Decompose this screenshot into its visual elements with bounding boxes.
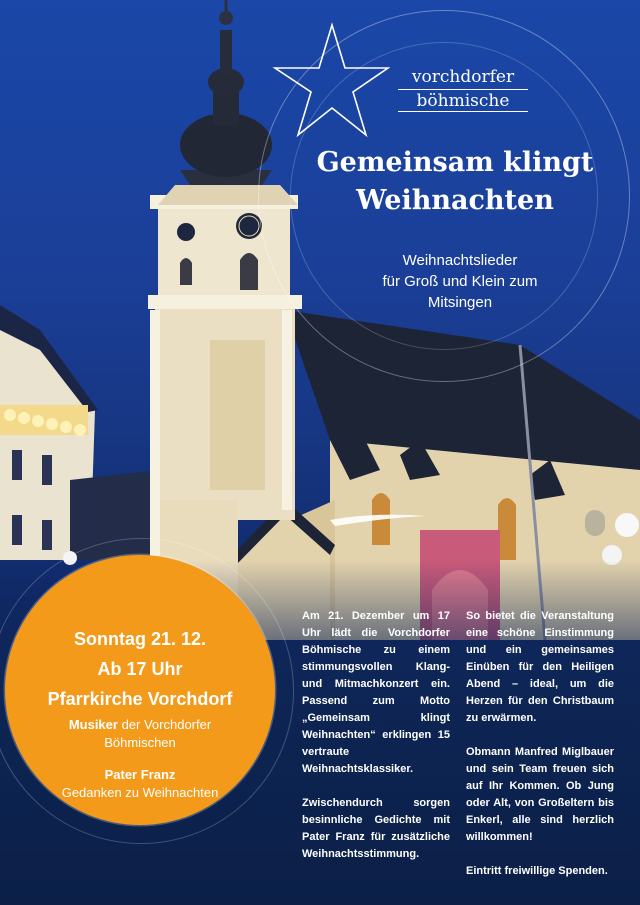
musicians-text: der Vorchdorfer xyxy=(117,717,212,732)
musicians-line-2: Böhmischen xyxy=(104,735,176,750)
event-program xyxy=(15,716,265,802)
subtitle-line-3: Mitsingen xyxy=(427,294,493,311)
body-paragraph: Obmann Manfred Miglbauer und sein Team freuen sich auf Ihr Kommen. Ob Jung oder Alt, von Großeltern bis Enkerl, alle sind herzlich willkommen! xyxy=(466,746,614,843)
body-column-2 xyxy=(466,608,614,897)
body-paragraph: Zwischendurch sorgen besinnliche Gedichte mit Pater Franz für zusätzliche Weihnachtsstimmung. xyxy=(302,797,450,860)
speaker-label: Pater Franz xyxy=(104,767,176,782)
logo-wordmark xyxy=(398,68,528,112)
page-title xyxy=(290,144,620,220)
body-column-1 xyxy=(302,608,450,880)
logo-line-1: vorchdorfer xyxy=(398,68,528,90)
event-time: Ab 17 Uhr xyxy=(97,659,183,679)
subtitle-line-1: Weihnachtslieder xyxy=(402,252,518,269)
event-date: Sonntag 21. 12. xyxy=(73,629,207,649)
body-paragraph: So bietet die Veranstaltung eine schöne Einstimmung und ein gemeinsames Einüben für den Heiligen Abend – ideal, um die Herzen für den Christbaum zu erwärmen. xyxy=(466,610,614,724)
title-line-2: Weihnachten xyxy=(356,185,554,216)
musicians-line xyxy=(15,716,265,734)
star-outline-icon xyxy=(270,20,390,140)
musicians-label: Musiker xyxy=(68,717,118,732)
page-subtitle xyxy=(330,250,590,313)
logo-line-2: böhmische xyxy=(398,90,528,112)
event-date-block xyxy=(0,624,280,714)
body-paragraph: Eintritt freiwillige Spenden. xyxy=(466,865,608,877)
event-venue: Pfarrkirche Vorchdorf xyxy=(47,689,233,709)
subtitle-line-2: für Groß und Klein zum xyxy=(382,273,538,290)
speaker-topic: Gedanken zu Weihnachten xyxy=(61,785,219,800)
title-line-1: Gemeinsam klingt xyxy=(316,147,594,178)
body-paragraph: Am 21. Dezember um 17 Uhr lädt die Vorchdorfer Böhmische zu einem stimmungsvollen Klang- und Mitmachkonzert ein. Passend zum Motto „Gemeinsam klingt Weihnachten“ erklingen 15 vertraute Weihnachtsklassiker. xyxy=(302,610,450,775)
